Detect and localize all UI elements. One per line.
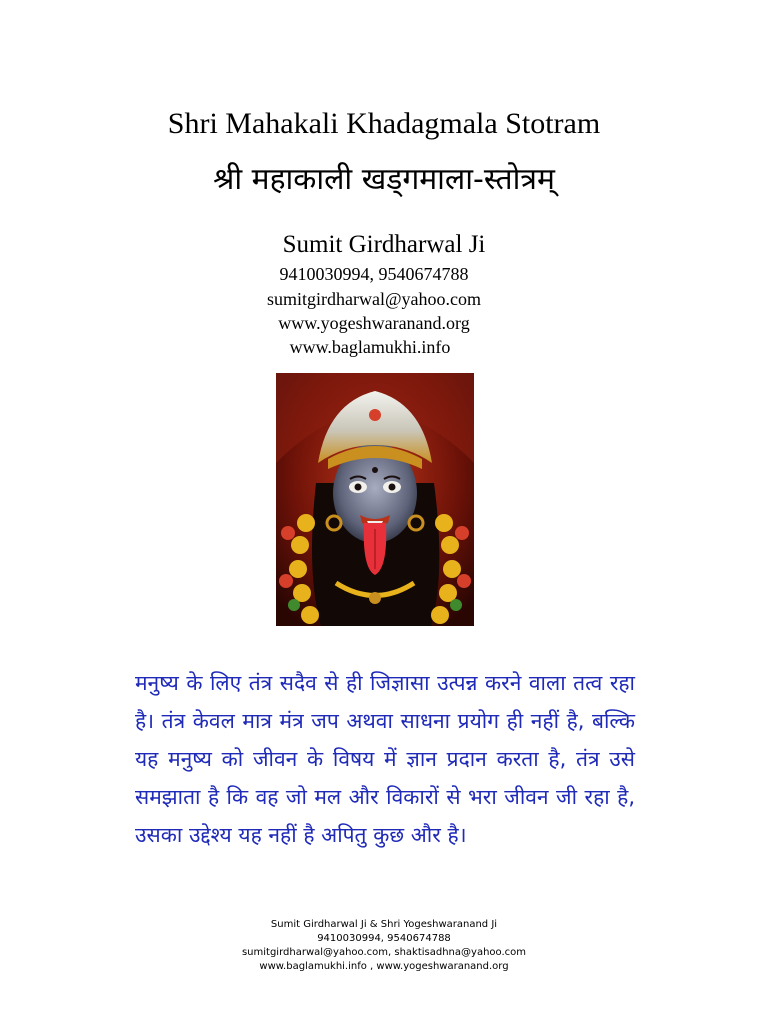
footer-phones: 9410030994, 9540674788 bbox=[317, 933, 451, 944]
author-phones: 9410030994, 9540674788 bbox=[279, 264, 469, 284]
footer-emails: sumitgirdharwal@yahoo.com, shaktisadhna@yahoo.com bbox=[241, 947, 527, 958]
author-name: Sumit Girdharwal Ji bbox=[282, 231, 486, 258]
body-paragraph: मनुष्य के लिए तंत्र सदैव से ही जिज्ञासा उत्पन्न करने वाला तत्व रहा है। तंत्र केवल मात्र मंत्र जप अथवा साधना प्रयोग ही नहीं है, बल्कि यह मनुष्य को जीवन के विषय में ज्ञान प्रदान करता है, तंत्र उसे समझाता है कि वह जो मल और विकारों से भरा जीवन जी रहा है, उसका उद्देश्य यह नहीं है अपितु कुछ और है। bbox=[135, 671, 635, 847]
author-website-1: www.yogeshwaranand.org bbox=[278, 313, 470, 333]
author-website-2: www.baglamukhi.info bbox=[289, 337, 451, 357]
footer bbox=[0, 918, 768, 974]
deity-illustration bbox=[276, 373, 474, 626]
footer-authors: Sumit Girdharwal Ji & Shri Yogeshwaranand Ji bbox=[270, 919, 498, 930]
author-email: sumitgirdharwal@yahoo.com bbox=[266, 289, 482, 309]
title-hindi: श्री महाकाली खड्गमाला-स्तोत्रम् bbox=[213, 162, 555, 197]
deity-photo bbox=[276, 373, 474, 626]
title-english: Shri Mahakali Khadagmala Stotram bbox=[167, 107, 601, 140]
footer-websites: www.baglamukhi.info , www.yogeshwaranand.org bbox=[259, 961, 509, 972]
